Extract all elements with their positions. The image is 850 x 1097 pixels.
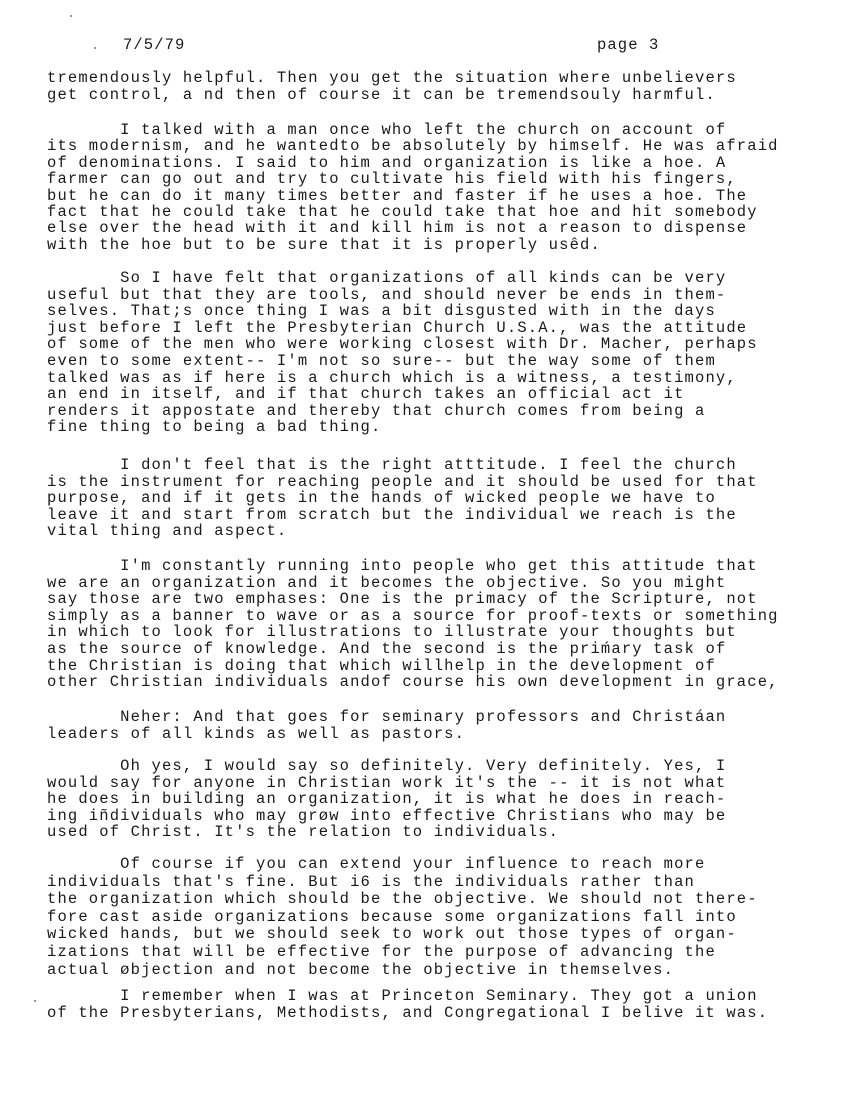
text-line: would say for anyone in Christian work it's the -- it is not what [47,773,727,792]
paragraph [47,122,847,253]
paragraph [47,270,847,436]
text-line: just before I left the Presbyterian Church U.S.A., was the attitude [47,318,748,337]
paragraph [47,988,847,1022]
paragraph [47,856,847,979]
text-line: but he can do it many times better and faster if he uses a hoe. The [47,186,748,205]
text-line: he does in building an organization, it is what he does in reach- [47,790,727,809]
text-line: leave it and start from scratch but the individual we reach is the [47,505,737,524]
text-line: Oh yes, I would say so definitely. Very definitely. Yes, I [47,757,727,775]
text-line: vital thing and aspect. [47,522,288,541]
paragraph [47,758,847,841]
text-line: get control, a nd then of course it can be tremendsouly harmful. [47,85,716,104]
text-line: we are an organization and it becomes the objective. So you might [47,573,727,592]
text-line: I don't feel that is the right atttitude. I feel the church [47,456,737,474]
text-line: the Christian is doing that which willhelp in the development of [47,656,716,675]
text-line: is the instrument for reaching people and it should be used for that [47,472,758,491]
text-line: useful but that they are tools, and should never be ends in them- [47,285,727,304]
text-line: as the source of knowledge. And the second is the priḿary task of [47,639,727,658]
text-line: its modernism, and he wantedto be absolutely by himself. He was afraid [47,137,779,156]
text-line: I talked with a man once who left the church on account of [47,121,727,139]
text-line: farmer can go out and try to cultivate his field with his fingers, [47,170,737,189]
text-line: simply as a banner to wave or as a source for proof-texts or something [47,606,779,625]
text-line: with the hoe but to be sure that it is properly usêd. [47,235,601,254]
text-line: of the Presbyterians, Methodists, and Congregational I belive it was. [47,1003,769,1022]
text-line: talked was as if here is a church which is a witness, a testimony, [47,368,737,387]
scan-speck [34,1000,36,1002]
text-line: leaders of all kinds as well as pastors. [47,724,466,743]
text-line: individuals that's fine. But i6 is the individuals rather than [47,872,695,891]
text-line: in which to look for illustrations to illustrate your thoughts but [47,623,737,642]
text-line: ing iñdividuals who may grøw into effective Christians who may be [47,806,727,825]
text-line: other Christian individuals andof course his own development in grace, [47,673,779,692]
text-line: else over the head with it and kill him is not a reason to dispense [47,219,748,238]
paragraph [47,709,847,742]
text-line: of denominations. I said to him and organization is like a hoe. A [47,153,727,172]
page-number: page 3 [597,36,660,54]
paragraph [47,70,847,104]
text-line: fore cast aside organizations because some organizations fall into [47,907,737,926]
text-line: renders it appostate and thereby that church comes from being a [47,401,706,420]
text-line: Of course if you can extend your influence to reach more [47,855,706,873]
text-line: the organization which should be the objective. We should not there- [47,890,758,909]
text-line: Neher: And that goes for seminary professors and Christáan [47,708,727,726]
scan-speck [94,47,96,49]
text-line: So I have felt that organizations of all kinds can be very [47,269,727,287]
text-line: fine thing to being a bad thing. [47,418,382,437]
paragraph [47,558,847,691]
text-line: of some of the men who were working closest with Dr. Macher, perhaps [47,335,758,354]
text-line: even to some extent-- I'm not so sure-- but the way some of them [47,351,716,370]
text-line: tremendously helpful. Then you get the situation where unbelievers [47,69,737,87]
text-line: purpose, and if it gets in the hands of wicked people we have to [47,489,716,508]
text-line: izations that will be effective for the purpose of advancing the [47,942,716,961]
text-line: say those are two emphases: One is the primacy of the Scripture, not [47,590,758,609]
text-line: fact that he could take that he could take that hoe and hit somebody [47,202,758,221]
page-date: 7/5/79 [123,36,186,54]
text-line: wicked hands, but we should seek to work out those types of organ- [47,925,737,944]
scan-speck [70,15,72,17]
text-line: used of Christ. It's the relation to individuals. [47,823,560,842]
paragraph [47,457,847,540]
text-line: actual øbjection and not become the objective in themselves. [47,960,675,979]
text-line: selves. That;s once thing I was a bit disgusted with in the days [47,302,716,321]
text-line: an end in itself, and if that church takes an official act it [47,385,685,404]
text-line: I remember when I was at Princeton Seminary. They got a union [47,987,758,1005]
text-line: I'm constantly running into people who get this attitude that [47,557,758,575]
